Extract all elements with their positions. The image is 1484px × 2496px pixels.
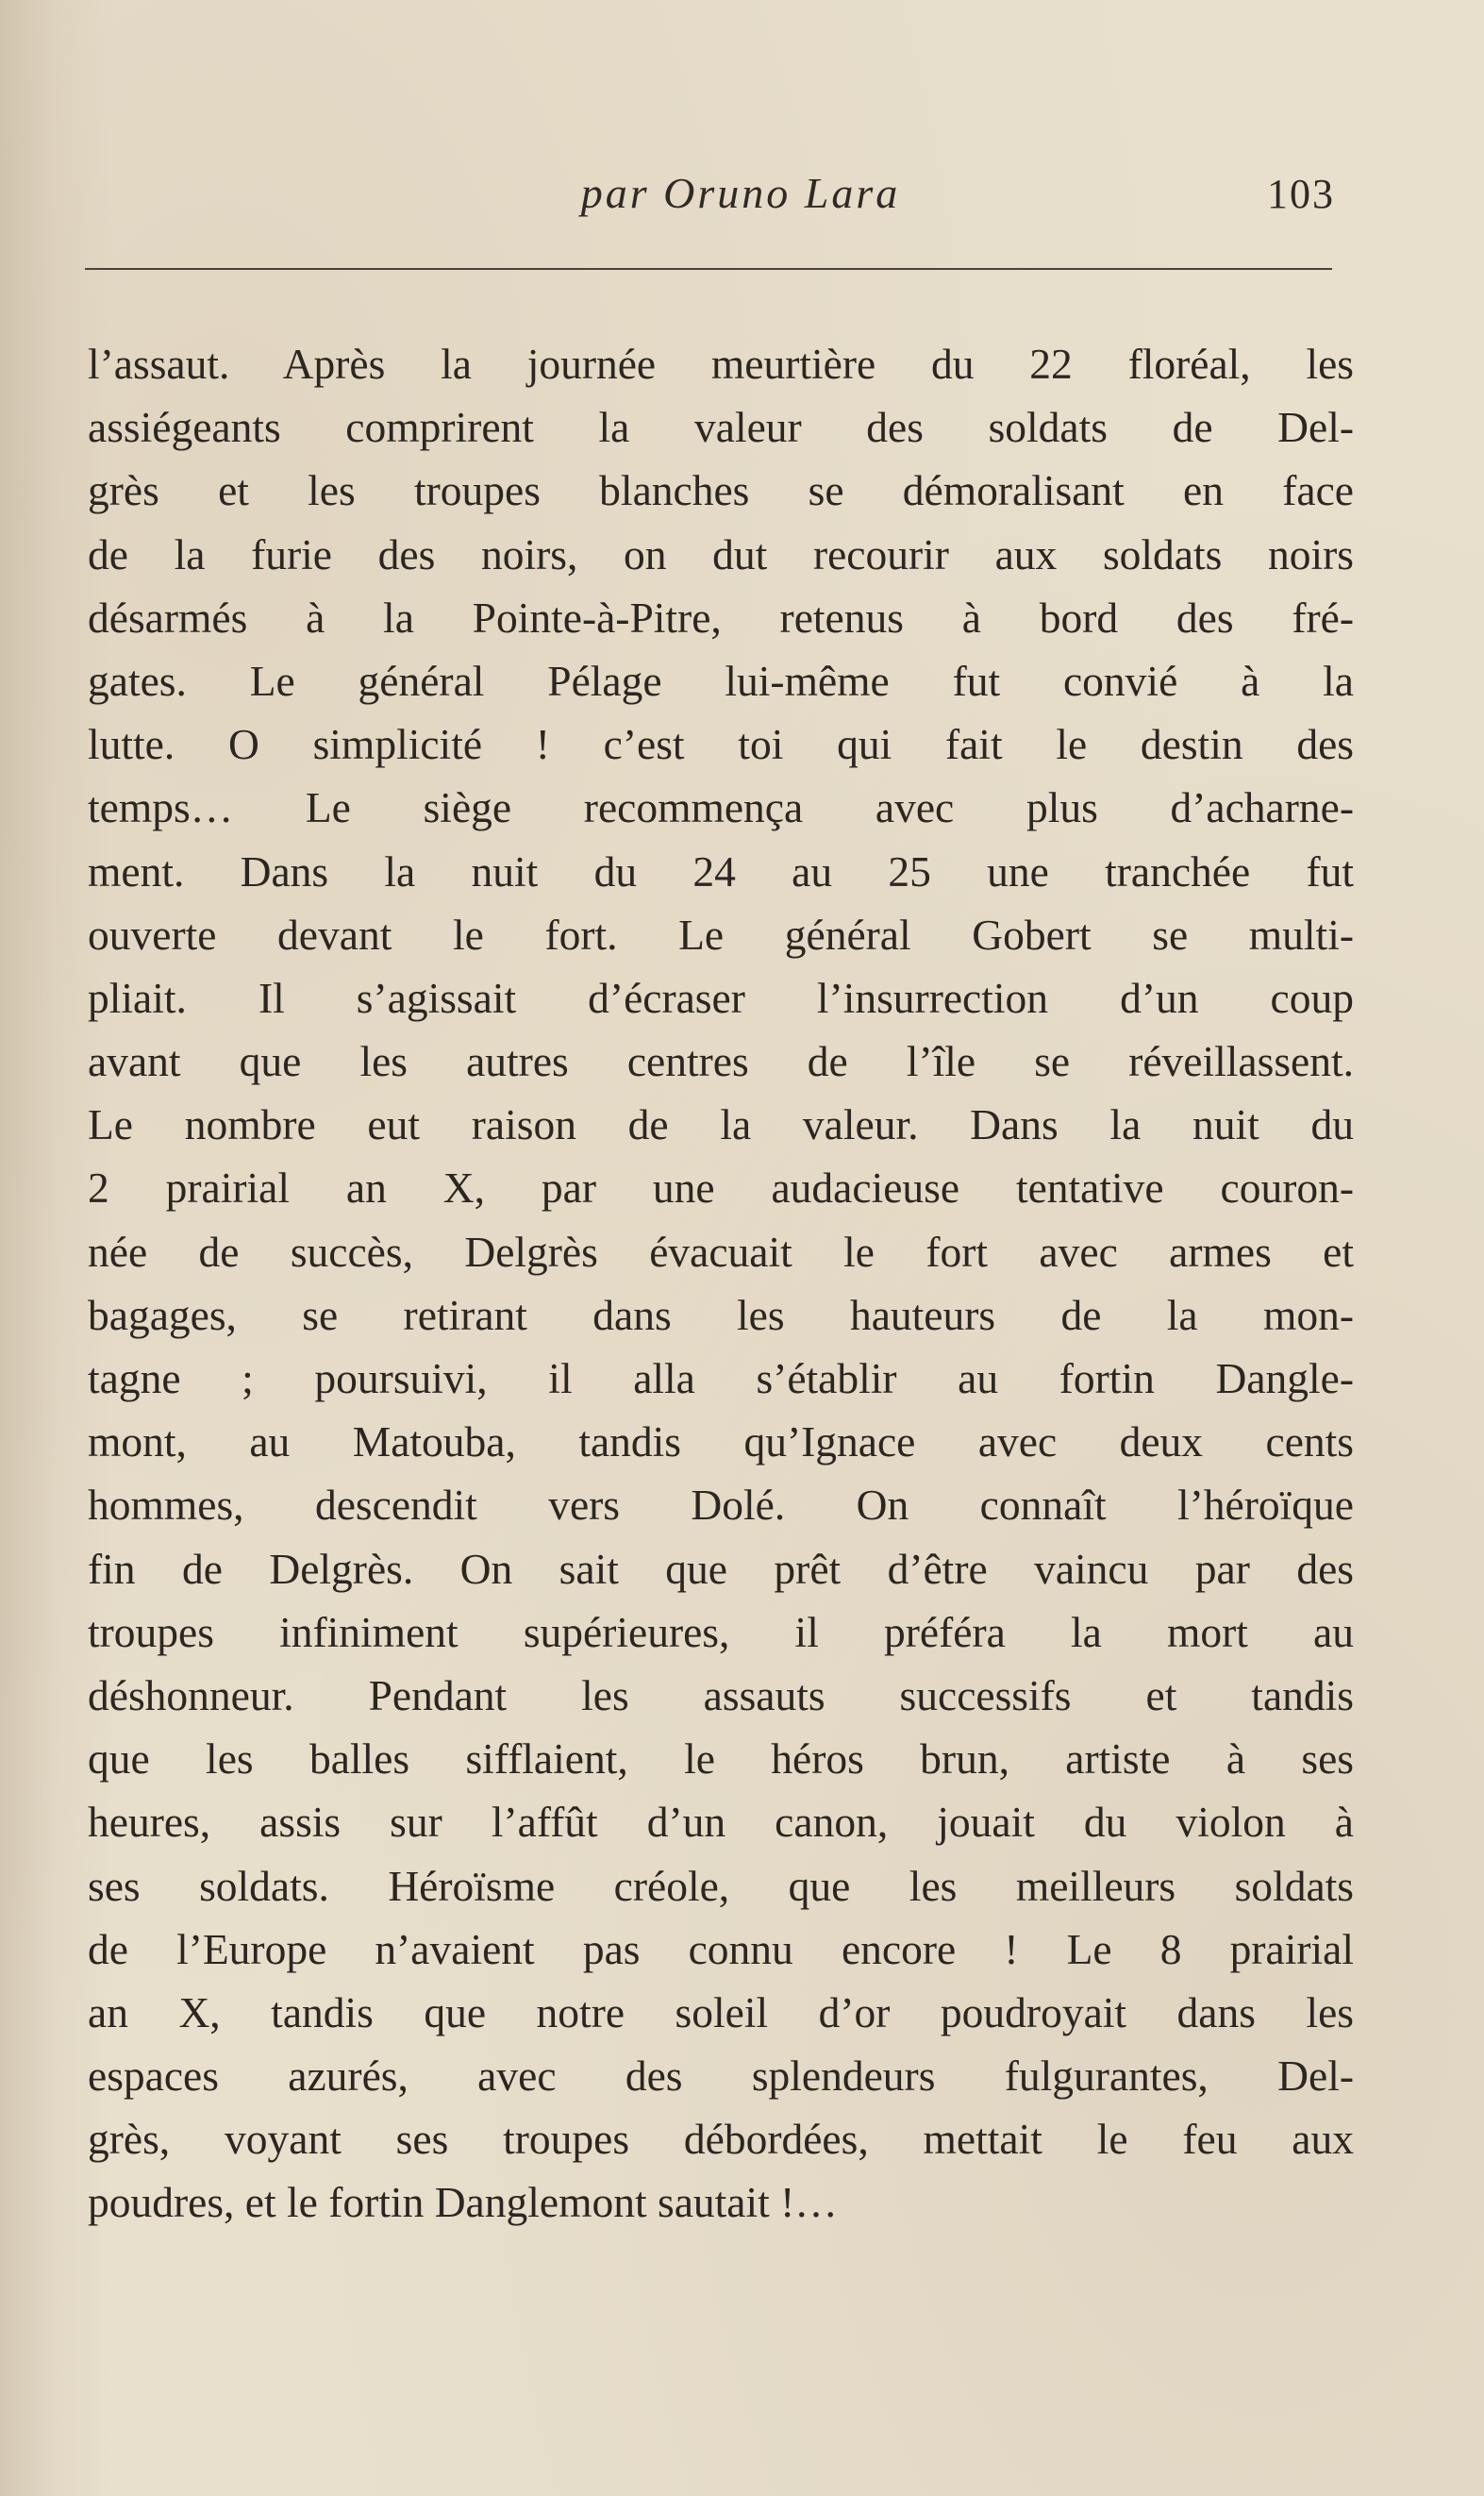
text-line: que les balles sifflaient, le héros brun, artiste à ses [88, 1734, 1354, 1784]
text-line: l’assaut. Après la journée meurtière du 22 floréal, les [88, 340, 1354, 388]
text-line: de l’Europe n’avaient pas connu encore ! Le 8 prairial [88, 1924, 1354, 1973]
page-number: 103 [1267, 171, 1335, 217]
text-line: 2 prairial an X, par une audacieuse tentative couron- [88, 1164, 1354, 1213]
text-line: mont, au Matouba, tandis qu’Ignace avec deux cents [88, 1417, 1354, 1466]
text-line: Le nombre eut raison de la valeur. Dans la nuit du [88, 1100, 1354, 1149]
text-line: fin de Delgrès. On sait que prêt d’être vaincu par des [88, 1544, 1354, 1593]
text-line: poudres, et le fortin Danglemont sautait !… [88, 2178, 838, 2227]
text-line: de la furie des noirs, on dut recourir aux soldats noirs [88, 529, 1354, 578]
text-line: tagne ; poursuivi, il alla s’établir au fortin Dangle- [88, 1354, 1354, 1402]
text-line: grès et les troupes blanches se démoralisant en face [88, 466, 1354, 515]
running-title: par Oruno Lara [580, 169, 901, 217]
text-line: ouverte devant le fort. Le général Gobert se multi- [88, 910, 1354, 959]
text-line: hommes, descendit vers Dolé. On connaît l’héroïque [88, 1481, 1354, 1530]
text-line: gates. Le général Pélage lui-même fut convié à la [88, 656, 1354, 705]
text-line: temps… Le siège recommença avec plus d’acharne- [88, 783, 1354, 832]
text-line: ment. Dans la nuit du 24 au 25 une tranchée fut [88, 846, 1354, 896]
text-line: ses soldats. Héroïsme créole, que les meilleurs soldats [88, 1861, 1354, 1910]
text-line: grès, voyant ses troupes débordées, mettait le feu aux [88, 2115, 1354, 2164]
text-line: avant que les autres centres de l’île se réveillassent. [88, 1037, 1354, 1086]
text-line: espaces azurés, avec des splendeurs fulgurantes, Del- [88, 2052, 1354, 2101]
body-paragraph [88, 332, 1354, 2235]
text-line: pliait. Il s’agissait d’écraser l’insurrection d’un coup [88, 973, 1354, 1022]
text-line: déshonneur. Pendant les assauts successifs et tandis [88, 1670, 1354, 1719]
text-line: assiégeants comprirent la valeur des soldats de Del- [88, 403, 1354, 452]
text-line: troupes infiniment supérieures, il préféra la mort au [88, 1607, 1354, 1656]
running-head [90, 168, 1354, 234]
text-line: lutte. O simplicité ! c’est toi qui fait le destin des [88, 720, 1354, 769]
text-line: désarmés à la Pointe-à-Pitre, retenus à bord des fré- [88, 593, 1354, 642]
header-rule [85, 268, 1332, 270]
text-line: bagages, se retirant dans les hauteurs de la mon- [88, 1290, 1354, 1339]
text-line: née de succès, Delgrès évacuait le fort avec armes et [88, 1227, 1354, 1276]
text-line: heures, assis sur l’affût d’un canon, jouait du violon à [88, 1798, 1354, 1847]
text-line: an X, tandis que notre soleil d’or poudroyait dans les [88, 1987, 1354, 2036]
